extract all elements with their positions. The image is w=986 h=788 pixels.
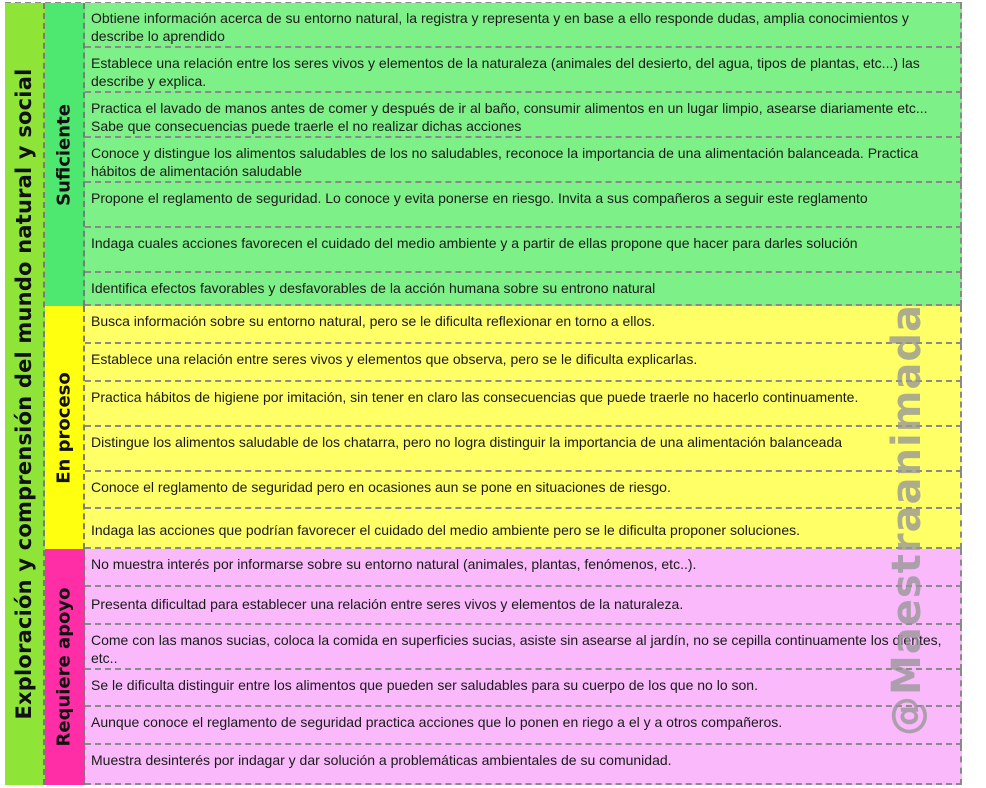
indicator-row: Indaga las acciones que podrían favorecer el cuidado del medio ambiente pero se le dificulta proponer soluciones. [85, 509, 962, 549]
indicator-row: No muestra interés por informarse sobre su entorno natural (animales, plantas, fenómenos, etc..). [85, 549, 962, 587]
indicator-row: Distingue los alimentos saludable de los chatarra, pero no logra distinguir la importancia de una alimentación balanceada [85, 427, 962, 472]
level-requiere-apoyo [45, 549, 85, 785]
indicator-row: Muestra desinterés por indagar y dar solución a problemáticas ambientales de su comunidad. [85, 745, 962, 785]
level-suficiente [45, 3, 85, 306]
indicator-row: Conoce el reglamento de seguridad pero en ocasiones aun se pone en situaciones de riesgo. [85, 472, 962, 509]
area-column [5, 3, 45, 785]
indicator-row: Practica hábitos de higiene por imitación, sin tener en claro las consecuencias que puede traerle no hacerlo continuamente. [85, 382, 962, 427]
indicator-row: Presenta dificultad para establecer una relación entre seres vivos y elementos de la naturaleza. [85, 587, 962, 625]
indicator-row: Establece una relación entre seres vivos y elementos que observa, pero se le dificulta explicarlas. [85, 344, 962, 382]
indicator-row: Identifica efectos favorables y desfavorables de la acción humana sobre su entrono natural [85, 273, 962, 306]
level-en-proceso [45, 306, 85, 549]
level-en-proceso-label: En proceso [53, 371, 75, 484]
indicator-row: Busca información sobre su entorno natural, pero se le dificulta reflexionar en torno a ellos. [85, 306, 962, 344]
indicator-row: Practica el lavado de manos antes de comer y después de ir al baño, consumir alimentos en un lugar limpio, asearse diariamente etc... Sabe que consecuencias puede traerle el no realizar dichas acciones [85, 93, 962, 138]
level-requiere-apoyo-label: Requiere apoyo [53, 587, 75, 747]
indicator-rows [85, 3, 962, 785]
indicator-row: Propone el reglamento de seguridad. Lo conoce y evita ponerse en riesgo. Invita a sus compañeros a seguir este reglamento [85, 183, 962, 228]
level-suficiente-label: Suficiente [53, 103, 75, 206]
indicator-row: Come con las manos sucias, coloca la comida en superficies sucias, asiste sin asearse al jardín, no se cepilla continuamente los dientes, etc.. [85, 625, 962, 670]
indicator-row: Obtiene información acerca de su entorno natural, la registra y representa y en base a ello responde dudas, amplia conocimientos y describe lo aprendido [85, 3, 962, 48]
area-title: Exploración y comprensión del mundo natural y social [12, 68, 36, 720]
indicator-row: Se le dificulta distinguir entre los alimentos que pueden ser saludables para su cuerpo de los que no lo son. [85, 670, 962, 707]
indicator-row: Indaga cuales acciones favorecen el cuidado del medio ambiente y a partir de ellas propone que hacer para darles solución [85, 228, 962, 273]
indicator-row: Conoce y distingue los alimentos saludables de los no saludables, reconoce la importancia de una alimentación balanceada. Practica hábitos de alimentación saludable [85, 138, 962, 183]
indicator-row: Establece una relación entre los seres vivos y elementos de la naturaleza (animales del desierto, del agua, tipos de plantas, etc...) las describe y explica. [85, 48, 962, 93]
indicator-row: Aunque conoce el reglamento de seguridad practica acciones que lo ponen en riego a el y a otros compañeros. [85, 707, 962, 745]
watermark-text: @Maestraanimada [884, 303, 930, 737]
